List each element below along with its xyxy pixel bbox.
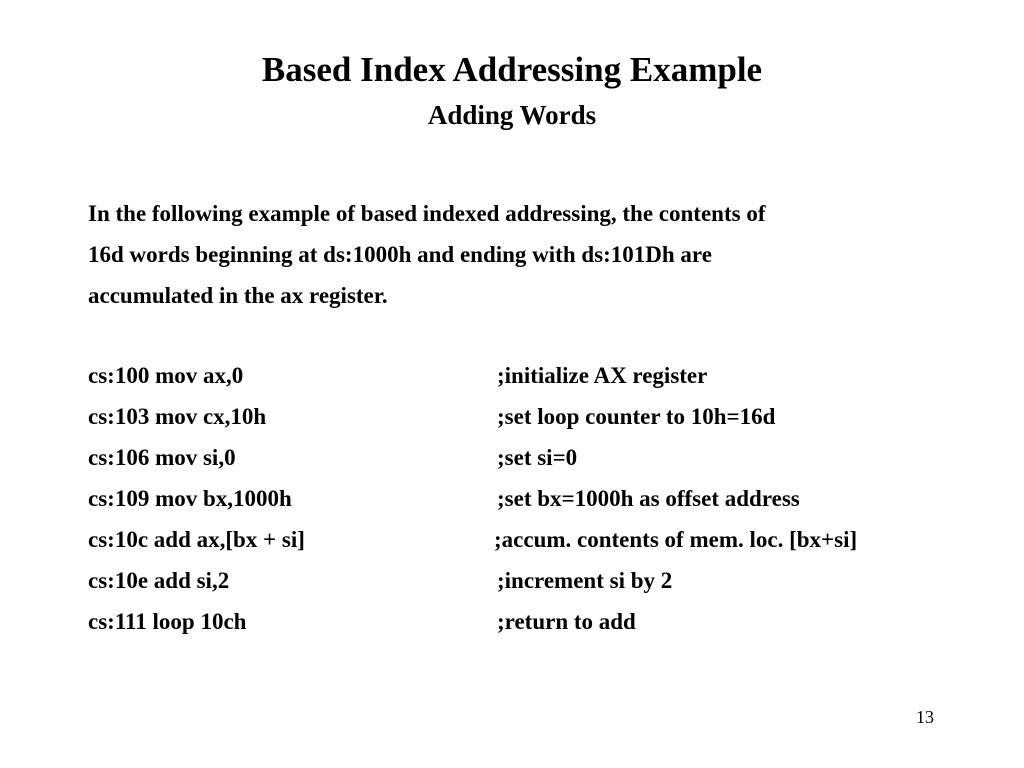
code-line: [88, 601, 968, 642]
code-instruction: cs:109 mov bx,1000h: [88, 486, 292, 511]
code-instruction: cs:10c add ax,[bx + si]: [88, 527, 305, 552]
code-instruction: cs:111 loop 10ch: [88, 609, 247, 634]
code-instruction: cs:103 mov cx,10h: [88, 404, 267, 429]
code-comment: ;increment si by 2: [497, 568, 673, 593]
slide-subtitle: Adding Words: [427, 100, 597, 130]
code-comment: ;set loop counter to 10h=16d: [497, 404, 776, 429]
code-line: [88, 560, 968, 601]
code-listing: [88, 355, 968, 642]
intro-paragraph: [88, 193, 968, 316]
code-comment: ;initialize AX register: [497, 363, 708, 388]
code-line: [88, 355, 968, 396]
code-line: [88, 478, 968, 519]
code-comment: ;set bx=1000h as offset address: [497, 486, 800, 511]
intro-line: 16d words beginning at ds:1000h and ending with ds:101Dh are: [88, 242, 712, 267]
code-comment: ;return to add: [497, 609, 636, 634]
intro-line: In the following example of based indexed addressing, the contents of: [88, 201, 766, 226]
slide-title: Based Index Addressing Example: [261, 50, 763, 89]
code-instruction: cs:106 mov si,0: [88, 445, 236, 470]
code-line: [88, 519, 968, 560]
page-number: 13: [916, 707, 934, 727]
code-line: [88, 396, 968, 437]
intro-line: accumulated in the ax register.: [88, 283, 388, 308]
code-comment: ;accum. contents of mem. loc. [bx+si]: [494, 527, 858, 552]
code-instruction: cs:100 mov ax,0: [88, 363, 244, 388]
code-comment: ;set si=0: [497, 445, 578, 470]
code-line: [88, 437, 968, 478]
code-instruction: cs:10e add si,2: [88, 568, 230, 593]
